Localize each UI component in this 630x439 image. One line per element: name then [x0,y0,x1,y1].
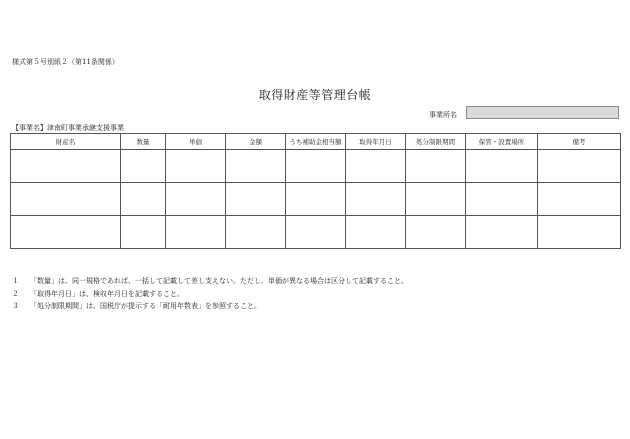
asset-ledger-table [10,133,621,249]
column-header-subsidy-amount: うち補助金相当額 [286,134,346,150]
column-header-remarks: 備考 [538,134,621,150]
note-item [12,300,408,313]
note-number: ２ [12,289,19,298]
table-cell[interactable] [346,216,406,249]
table-cell[interactable] [538,216,621,249]
table-cell[interactable] [166,183,226,216]
table-cell[interactable] [406,216,466,249]
table-cell[interactable] [11,216,121,249]
table-cell[interactable] [346,150,406,183]
table-cell[interactable] [121,216,166,249]
note-item [12,288,408,301]
column-header-unit-price: 単価 [166,134,226,150]
note-number: ３ [12,302,19,310]
office-name-label: 事業所名 [429,111,457,119]
table-cell[interactable] [166,216,226,249]
column-header-storage-location: 保管・設置場所 [466,134,538,150]
table-cell[interactable] [406,183,466,216]
table-cell[interactable] [538,150,621,183]
notes-section [12,275,408,313]
table-cell[interactable] [538,183,621,216]
table-cell[interactable] [346,183,406,216]
table-cell[interactable] [286,150,346,183]
note-number: １ [12,277,19,285]
note-text: 「数量」は、同一規格であれば、一括して記載して差し支えない。ただし、単価が異なる場合は区分して記載すること。 [30,277,408,285]
table-row [11,216,621,249]
table-cell[interactable] [286,216,346,249]
column-header-acquisition-date: 取得年月日 [346,134,406,150]
column-header-asset-name: 財産名 [11,134,121,150]
table-cell[interactable] [406,150,466,183]
table-cell[interactable] [11,150,121,183]
column-header-amount: 金額 [226,134,286,150]
table-cell[interactable] [121,183,166,216]
table-cell[interactable] [286,183,346,216]
table-cell[interactable] [11,183,121,216]
table-cell[interactable] [226,183,286,216]
form-number: 様式第５号別紙２（第11条関係） [12,58,119,66]
table-cell[interactable] [466,216,538,249]
column-header-disposal-period: 処分制限期間 [406,134,466,150]
table-cell[interactable] [121,150,166,183]
table-cell[interactable] [466,150,538,183]
project-name-label: 【事業名】津南町事業承継支援事業 [12,124,124,132]
table-cell[interactable] [166,150,226,183]
table-cell[interactable] [226,150,286,183]
column-header-quantity: 数量 [121,134,166,150]
note-text: 「取得年月日」は、検収年月日を記載すること。 [30,289,184,298]
table-cell[interactable] [226,216,286,249]
table-header-row [11,134,621,150]
note-item [12,275,408,288]
table-row [11,150,621,183]
office-name-input[interactable] [466,106,619,119]
page-title: 取得財産等管理台帳 [258,88,372,102]
note-text: 「処分制限期間」は、国税庁が提示する「耐用年数表」を参照すること。 [30,302,261,310]
table-row [11,183,621,216]
table-cell[interactable] [466,183,538,216]
